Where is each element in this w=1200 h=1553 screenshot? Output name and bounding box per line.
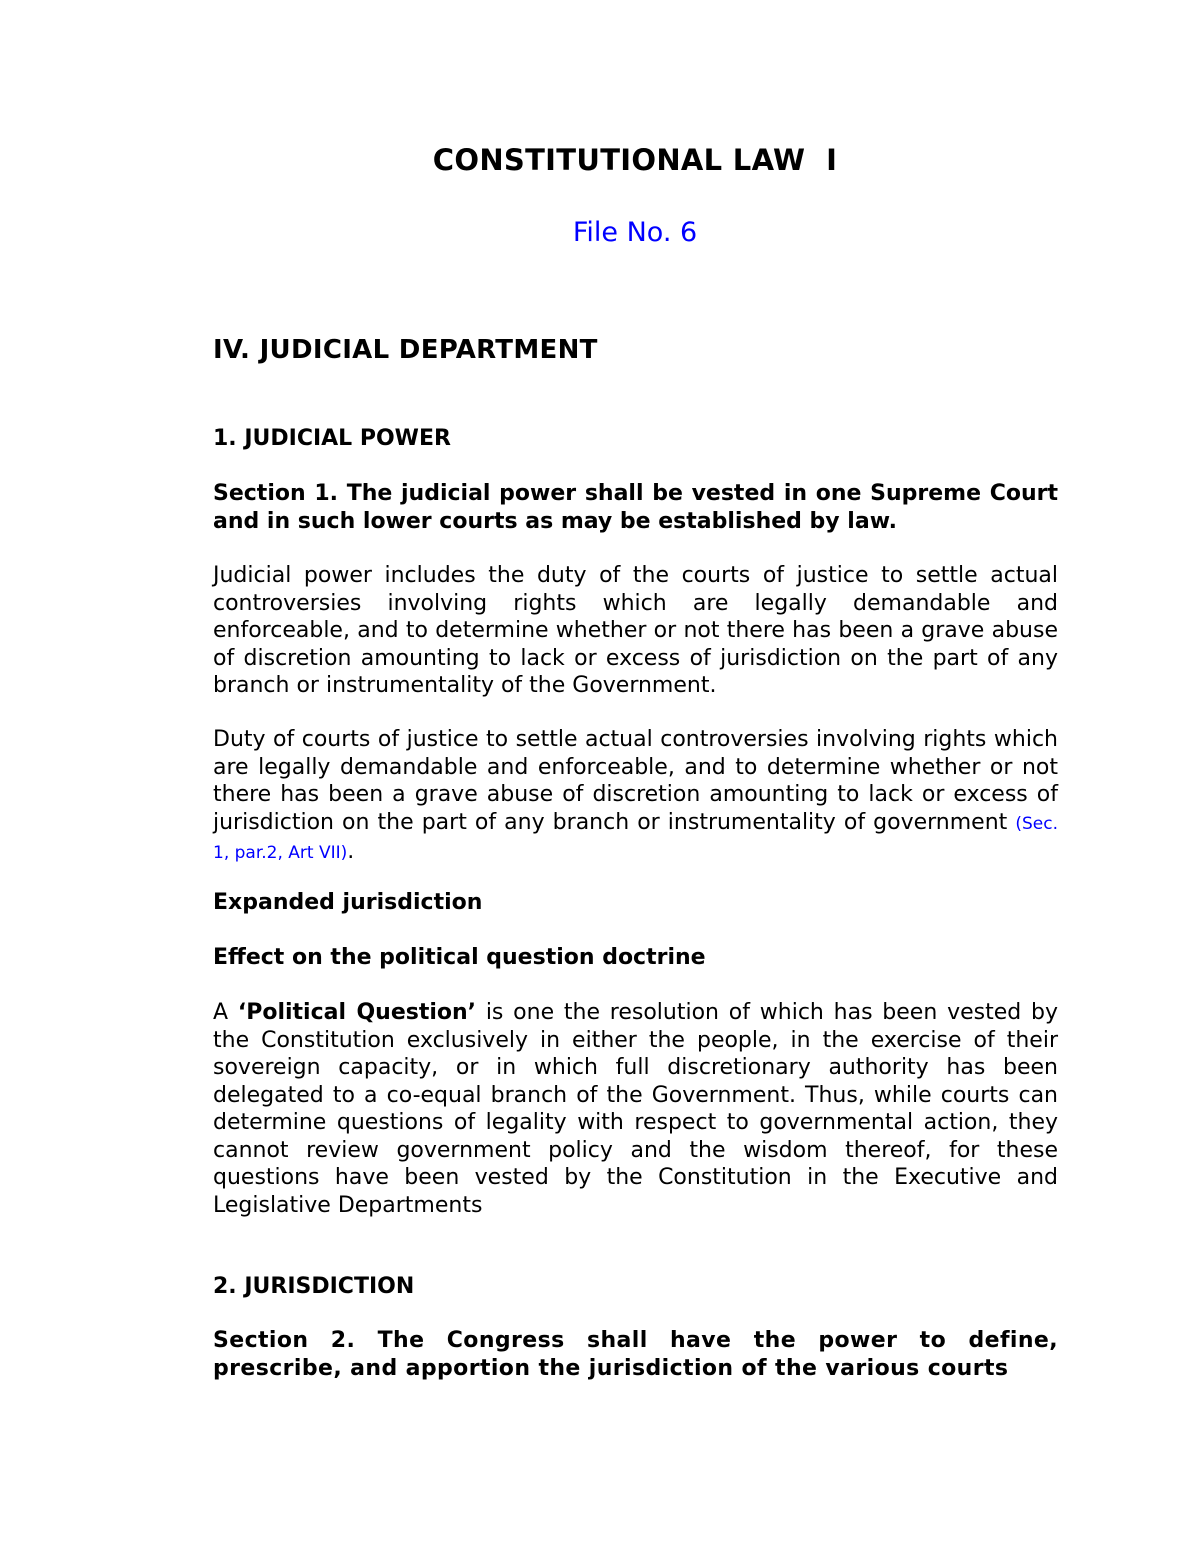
pq-text: is one the resolution of which has been vested by the Constitution exclusively in either the people, in the exercise of their sovereign capacity, or in which full discretionary authority has been delegated to a co-equal branch of the Government. Thus, while courts can determine questions of legality with respect to governmental action, they cannot review government policy and the wisdom thereof, for these questions have been vested by the Constitution in the Executive and Legislative Departments [213, 1000, 1058, 1218]
duty-of-courts-paragraph [213, 726, 1058, 868]
section-1-text: Section 1. The judicial power shall be vested in one Supreme Court and in such lower courts as may be established by law. [213, 481, 1058, 534]
judicial-power-heading: 1. JUDICIAL POWER [213, 426, 451, 451]
pq-lead: A [213, 1000, 238, 1025]
judicial-power-definition: Judicial power includes the duty of the courts of justice to settle actual controversies involving rights which are legally demandable and enforceable, and to determine whether or not there has been a grave abuse of discretion amounting to lack or excess of jurisdiction on the part of any branch or instrumentality of the Government. [213, 563, 1058, 698]
section-2-text: Section 2. The Congress shall have the power to define, prescribe, and apportion the jurisdiction of the various courts [213, 1328, 1058, 1381]
political-question-subheading: Effect on the political question doctrine [213, 945, 706, 970]
political-question-paragraph [213, 999, 1058, 1219]
file-number: File No. 6 [572, 217, 698, 248]
part-heading: IV. JUDICIAL DEPARTMENT [213, 335, 598, 365]
document-title: CONSTITUTIONAL LAW I [432, 143, 838, 177]
expanded-jurisdiction-heading: Expanded jurisdiction [213, 890, 483, 915]
pq-term: ‘Political Question’ [237, 1000, 477, 1025]
citation-reference: (Sec. 1, par.2, Art VII) [213, 813, 1058, 863]
citation-period: . [347, 839, 355, 864]
jurisdiction-heading: 2. JURISDICTION [213, 1274, 415, 1299]
duty-of-courts-text: Duty of courts of justice to settle actual controversies involving rights which are legally demandable and enforceable, and to determine whether or not there has been a grave abuse of discretion amounting to lack or excess of jurisdiction on the part of any branch or instrumentality of government [213, 727, 1058, 835]
